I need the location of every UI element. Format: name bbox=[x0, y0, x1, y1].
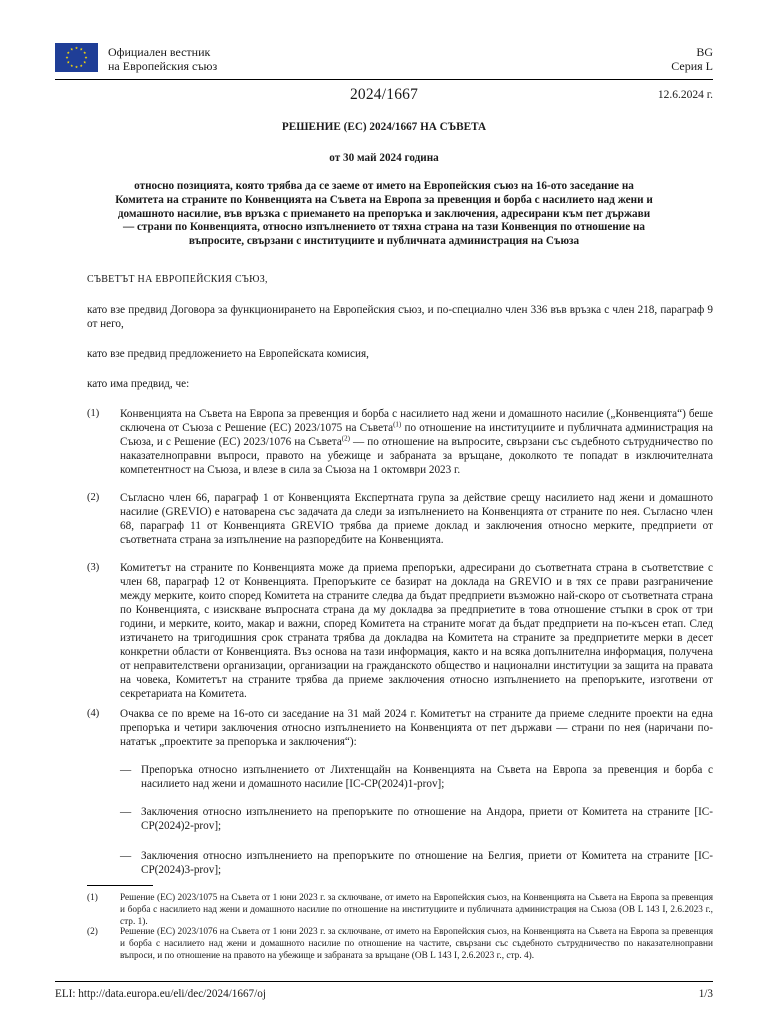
journal-line-2: на Европейския съюз bbox=[108, 59, 218, 73]
recital-1 bbox=[87, 407, 713, 477]
recital-text-part: по отношение на институциите и публичната администрация на Съюза, и с Решение (ЕС) 2023/1076 на Съвета bbox=[120, 422, 713, 448]
preamble-paragraph-1: като взе предвид Договора за функционирането на Европейския съюз, и по-специално член 336 във връзка с член 218, параграф 9 от него, bbox=[87, 304, 713, 330]
footnote-text: Решение (ЕС) 2023/1075 на Съвета от 1 юни 2023 г. за сключване, от името на Европейския съюз, на Конвенцията на Съвета на Европа за превенция и борба с насилието над жени и домашното насилие по отношение на институциите и публичната администрация на Съюза (ОВ L 143 I, 2.6.2023 г., стр. 1). bbox=[120, 893, 713, 927]
recital-text: Съгласно член 66, параграф 1 от Конвенцията Експертната група за действие срещу насилието над жени и домашното насилие (GREVIO) е натоварена със задачата да следи за изпълнението на Конвенцията от страните по нея. Съгласно член 68, параграф 11 от Конвенцията GREVIO трябва да приеме доклад и заключения относно мерките, предприети от съответната страна за изпълнение на разпоредбите на Конвенцията. bbox=[120, 492, 713, 546]
page-number: 1/3 bbox=[698, 988, 713, 1000]
recital-number: (1) bbox=[87, 408, 100, 419]
list-item-text: Заключения относно изпълнението на препоръките по отношение на Андора, приети от Комитета на страните [IC-CP(2024)2-prov]; bbox=[141, 806, 713, 832]
footer-divider bbox=[55, 981, 713, 982]
journal-title bbox=[108, 45, 217, 73]
journal-line-1: Официален вестник bbox=[108, 45, 211, 59]
document-number: 2024/1667 bbox=[349, 86, 419, 103]
list-item bbox=[120, 805, 713, 833]
dash-mark: — bbox=[120, 850, 132, 862]
council-line: СЪВЕТЪТ НА ЕВРОПЕЙСКИЯ СЪЮЗ, bbox=[87, 274, 268, 285]
recital-text bbox=[120, 407, 713, 477]
recital-text-part: — по отношение на въпросите, свързани със съдебното сътрудничество по наказателноправни въпроси, правото на убежище и забраната за връщане, доколкото те попадат в изключителната компетентност на Съюза, и влезе в сила за Съюза на 1 октомври 2023 г. bbox=[120, 436, 713, 476]
document-date-line: от 30 май 2024 година bbox=[329, 152, 439, 164]
header-right bbox=[671, 45, 713, 73]
eu-flag-icon bbox=[55, 43, 98, 72]
preamble-paragraph-3: като има предвид, че: bbox=[87, 378, 190, 390]
list-item-text: Заключения относно изпълнението на препоръките по отношение на Белгия, приети от Комитета на страните [IC-CP(2024)3-prov]; bbox=[141, 850, 713, 876]
document-subject: относно позицията, която трябва да се заеме от името на Европейския съюз на 16-ото заседание на Комитета на страните по Конвенцията на Съвета на Европа за превенция и борба с насилието над жени и домашното насилие, във връзка с приемането на препоръка и заключения, адресирани към пет държави — страни по Конвенцията, относно изпълнението от тяхна страна на тази Конвенция по отношение на въпросите, свързани с институциите и публичната администрация на Съюза bbox=[115, 180, 653, 248]
footnote-divider bbox=[87, 885, 153, 886]
list-item bbox=[120, 763, 713, 791]
publication-date: 12.6.2024 г. bbox=[657, 89, 713, 101]
document-title: РЕШЕНИЕ (ЕС) 2024/1667 НА СЪВЕТА bbox=[281, 121, 487, 133]
recital-number: (4) bbox=[87, 708, 100, 719]
preamble-paragraph-2: като взе предвид предложението на Европейската комисия, bbox=[87, 348, 369, 360]
header-divider bbox=[55, 79, 713, 80]
list-item bbox=[120, 849, 713, 877]
recital-4 bbox=[87, 707, 713, 749]
recital-text-part: Конвенцията на Съвета на Европа за превенция и борба с насилието над жени и домашното насилие („Конвенцията“) беше сключена от Съюза с Решение (ЕС) 2023/1075 на Съвета bbox=[120, 408, 713, 434]
list-item-text: Препоръка относно изпълнението от Лихтенщайн на Конвенцията на Съвета на Европа за превенция и борба с насилието над жени и домашното насилие [IC-CP(2024)1-prov]; bbox=[141, 764, 713, 790]
footnote-2 bbox=[87, 926, 713, 962]
recital-number: (3) bbox=[87, 562, 100, 573]
recital-text: Комитетът на страните по Конвенцията може да приема препоръки, адресирани до съответната страна в съответствие с член 68, параграф 12 от Конвенцията. Препоръките се базират на доклада на GREVIO и в тях се прави разграничение между мерките, които според Комитета на страните следва да бъдат предприети възможно най-скоро от съответната страна по Конвенцията, с изискване въпросната страна да му докладва за предприетите в това отношение стъпки в срок от три години, и мерките, които, макар и важни, според Комитета на страните могат да бъдат предприети на по-късен етап. След изтичането на тригодишния срок страната трябва да докладва на Комитета на страните за предприетите мерки в десет конкретни области от Конвенцията. Въз основа на тази информация, както и на всяка допълнителна информация, получена от неправителствени организации, организации на гражданското общество и национални институции за защита на правата на човека, Комитетът на страните трябва да приеме заключения относно изпълнението на препоръките, изготвени от секретариата на Комитета. bbox=[120, 562, 713, 700]
recital-number: (2) bbox=[87, 492, 100, 503]
footnote-ref[interactable]: (2) bbox=[341, 434, 350, 443]
dash-mark: — bbox=[120, 764, 132, 776]
recital-text: Очаква се по време на 16-ото си заседание на 31 май 2024 г. Комитетът на страните да приеме следните проекти на една препоръка и четири заключения относно изпълнението на Конвенцията от пет държави — страни по нея (наричани по-нататък „проектите за препоръка и заключения“): bbox=[120, 708, 713, 748]
footnote-ref[interactable]: (1) bbox=[393, 420, 402, 429]
footnote-number: (1) bbox=[87, 893, 98, 903]
footnote-1 bbox=[87, 892, 713, 928]
series-label: Серия L bbox=[671, 59, 713, 73]
dash-mark: — bbox=[120, 806, 132, 818]
footnote-text: Решение (ЕС) 2023/1076 на Съвета от 1 юни 2023 г. за сключване, от името на Европейския съюз, на Конвенцията на Съвета на Европа за превенция и борба с насилието над жени и домашното насилие по отношение на частите, свързани със съдебното сътрудничество по наказателноправни въпроси, и по отношение на правото на убежище и забраната за връщане (ОВ L 143 I, 2.6.2023 г., стр. 4). bbox=[120, 927, 713, 961]
recital-3 bbox=[87, 561, 713, 701]
recital-2 bbox=[87, 491, 713, 547]
language-code: BG bbox=[696, 45, 713, 59]
footnote-number: (2) bbox=[87, 927, 98, 937]
eli-link[interactable]: ELI: http://data.europa.eu/eli/dec/2024/1667/oj bbox=[55, 988, 266, 1000]
